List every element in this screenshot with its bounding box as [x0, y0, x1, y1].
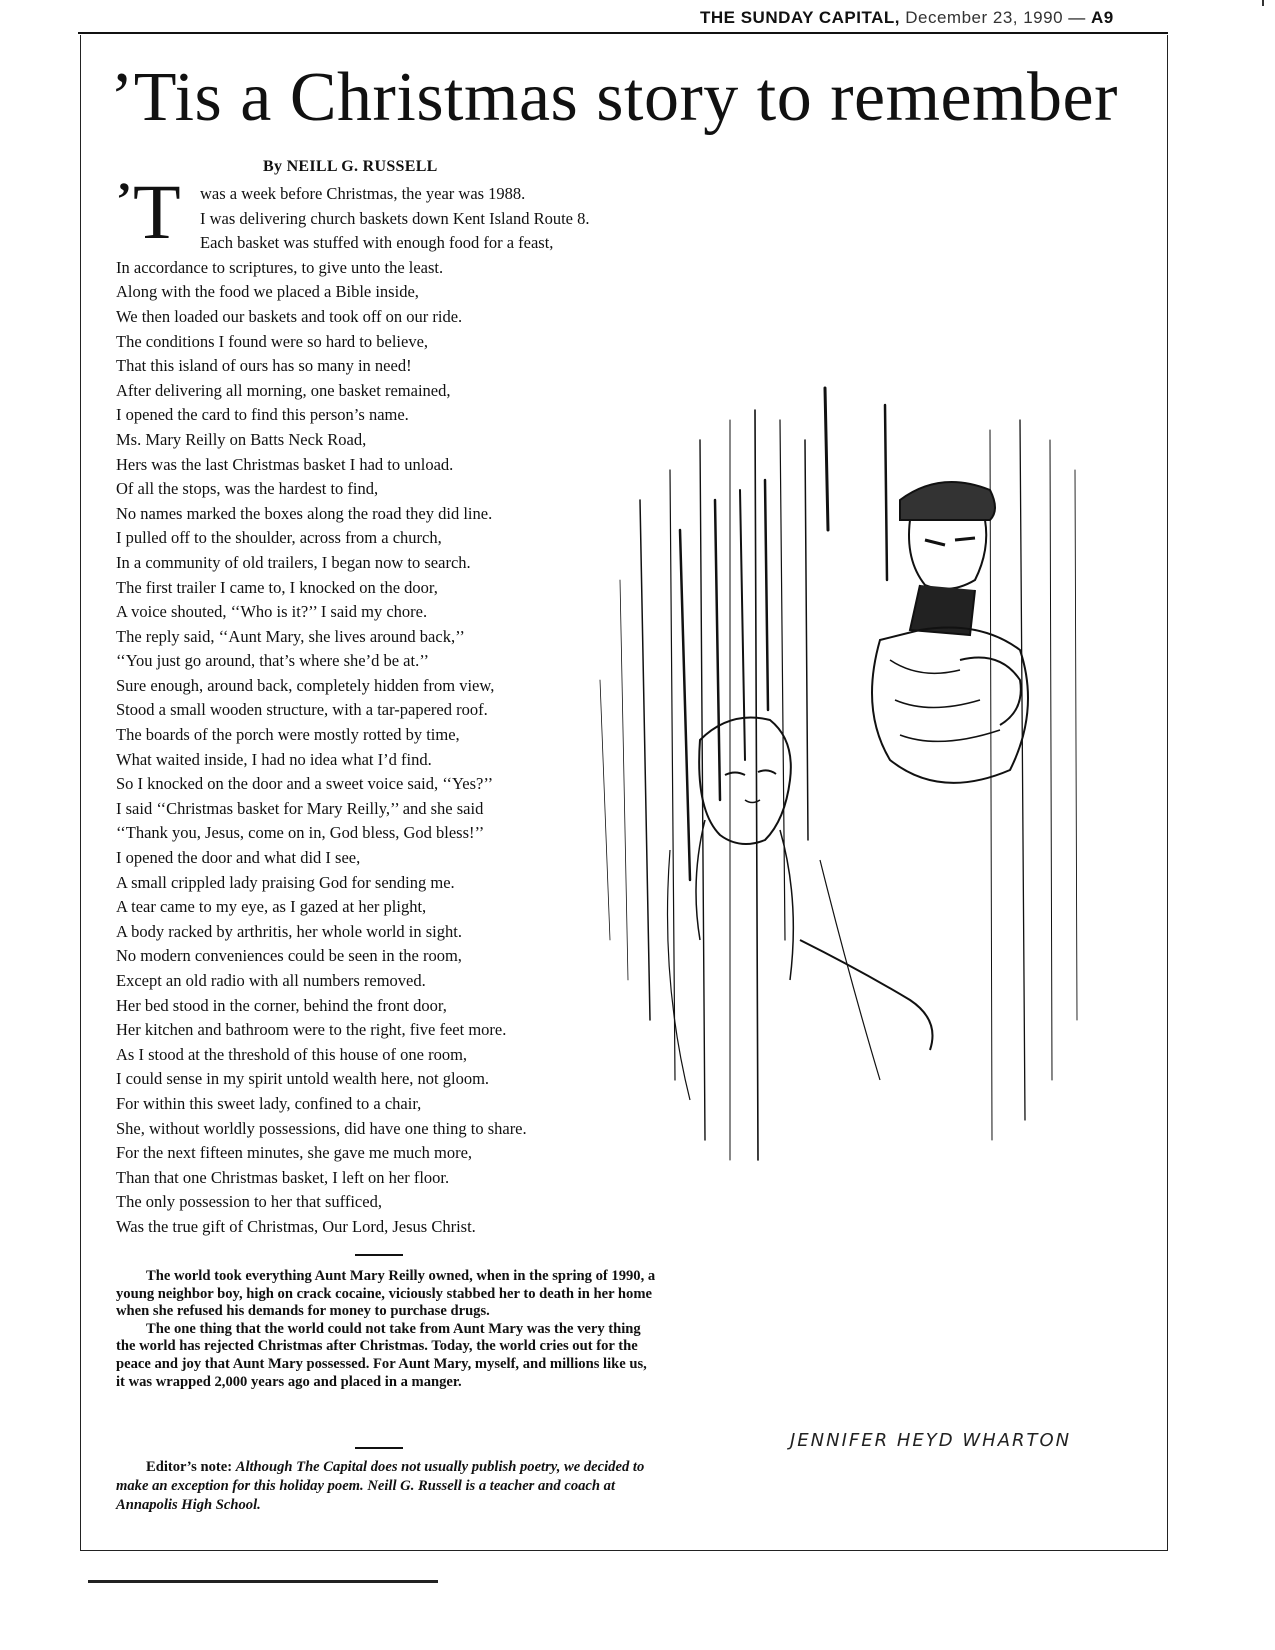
poem-line: Sure enough, around back, completely hidden from view, [116, 675, 495, 695]
masthead-paper-name: THE SUNDAY CAPITAL, [700, 8, 900, 27]
poem-line: After delivering all morning, one basket remained, [116, 380, 451, 400]
poem-line: ‘‘You just go around, that’s where she’d be at.’’ [116, 651, 429, 671]
byline: By NEILL G. RUSSELL [263, 158, 438, 175]
illustration-hatching [600, 388, 1077, 1160]
poem-line: So I knocked on the door and a sweet voice said, ‘‘Yes?’’ [116, 774, 494, 794]
poem-line: That this island of ours has so many in need! [116, 356, 412, 376]
poem-line: Her bed stood in the corner, behind the front door, [116, 995, 447, 1015]
dropcap-apostrophe: ’ [116, 173, 132, 226]
poem-line: Of all the stops, was the hardest to find, [116, 479, 379, 499]
man-figure [872, 482, 1028, 783]
poem-line: The conditions I found were so hard to believe, [116, 331, 429, 351]
top-rule [78, 32, 1168, 34]
poem-line: The first trailer I came to, I knocked on the door, [116, 577, 438, 597]
afterword-paragraph: The world took everything Aunt Mary Reilly owned, when in the spring of 1990, a young neighbor boy, high on crack cocaine, viciously stabbed her to death in her home when she refused his demands for money to purchase drugs. [116, 1268, 656, 1320]
poem-line: Was the true gift of Christmas, Our Lord, Jesus Christ. [116, 1216, 476, 1236]
poem-line: No modern conveniences could be seen in the room, [116, 946, 462, 966]
woman-figure [668, 718, 933, 1101]
poem-line: Her kitchen and bathroom were to the right, five feet more. [116, 1020, 507, 1040]
stray-scan-mark [1262, 0, 1264, 6]
poem-line: The boards of the porch were mostly rotted by time, [116, 725, 460, 745]
poem-line: As I stood at the threshold of this house of one room, [116, 1044, 468, 1064]
poem-line: I pulled off to the shoulder, across from a church, [116, 528, 442, 548]
poem-line: I was delivering church baskets down Kent Island Route 8. [200, 208, 590, 228]
poem-line: A body racked by arthritis, her whole world in sight. [116, 921, 462, 941]
section-divider [355, 1254, 403, 1256]
poem-line: In accordance to scriptures, to give unto the least. [116, 257, 444, 277]
masthead-page-number: A9 [1091, 8, 1114, 27]
dropcap-letter: T [133, 168, 181, 255]
headline: ’Tis a Christmas story to remember [110, 59, 1118, 136]
poem-line: Stood a small wooden structure, with a tar-papered roof. [116, 700, 488, 720]
pen-and-ink-illustration [580, 380, 1100, 1180]
poem-line: The only possession to her that sufficed, [116, 1192, 382, 1212]
editors-note [116, 1458, 656, 1516]
poem-line: She, without worldly possessions, did have one thing to share. [116, 1118, 527, 1138]
masthead-date: December 23, 1990 [905, 8, 1064, 27]
poem-line: I said ‘‘Christmas basket for Mary Reilly,’’ and she said [116, 798, 484, 818]
bottom-rule [88, 1580, 438, 1583]
poem-line: was a week before Christmas, the year was 1988. [200, 184, 526, 203]
poem-line: Except an old radio with all numbers removed. [116, 971, 426, 990]
poem-line: Each basket was stuffed with enough food for a feast, [200, 233, 554, 253]
poem-line: The reply said, ‘‘Aunt Mary, she lives around back,’’ [116, 626, 465, 646]
poem-line: I opened the card to find this person’s name. [116, 405, 409, 425]
poem-line: Along with the food we placed a Bible inside, [116, 282, 419, 302]
poem-line: Hers was the last Christmas basket I had to unload. [116, 454, 454, 474]
editors-note-text: Although The Capital does not usually publish poetry, we decided to make an exception for this holiday poem. Neill G. Russell is a teacher and coach at Annapolis High School. [116, 1459, 645, 1514]
afterword [116, 1268, 656, 1391]
poem-line: A small crippled lady praising God for sending me. [116, 872, 455, 892]
poem-line: In a community of old trailers, I began now to search. [116, 552, 471, 572]
poem-line: I could sense in my spirit untold wealth here, not gloom. [116, 1069, 490, 1089]
poem-line: We then loaded our baskets and took off on our ride. [116, 306, 463, 326]
poem-line: For within this sweet lady, confined to a chair, [116, 1093, 422, 1113]
section-divider [355, 1447, 403, 1449]
afterword-paragraph: The one thing that the world could not take from Aunt Mary was the very thing the world has rejected Christmas after Christmas. Today, the world cries out for the peace and joy that Aunt Mary possessed. For Aunt Mary, myself, and millions like us, it was wrapped 2,000 years ago and placed in a manger. [116, 1320, 647, 1390]
poem-line: For the next fifteen minutes, she gave me much more, [116, 1143, 473, 1163]
poem-line: Ms. Mary Reilly on Batts Neck Road, [116, 429, 367, 449]
editors-note-label: Editor’s note: [146, 1459, 233, 1475]
poem-line: Than that one Christmas basket, I left on her floor. [116, 1167, 450, 1187]
poem-line: I opened the door and what did I see, [116, 848, 361, 868]
poem-line: A voice shouted, ‘‘Who is it?’’ I said my chore. [116, 602, 428, 622]
poem-line: A tear came to my eye, as I gazed at her plight, [116, 897, 427, 917]
poem-line: No names marked the boxes along the road they did line. [116, 503, 493, 523]
masthead [700, 8, 1170, 28]
masthead-separator: — [1068, 8, 1086, 27]
poem-line: What waited inside, I had no idea what I’d find. [116, 749, 432, 769]
artist-signature: JENNIFER HEYD WHARTON [790, 1430, 1072, 1451]
poem-line: ‘‘Thank you, Jesus, come on in, God bless, God bless!’’ [116, 823, 485, 843]
